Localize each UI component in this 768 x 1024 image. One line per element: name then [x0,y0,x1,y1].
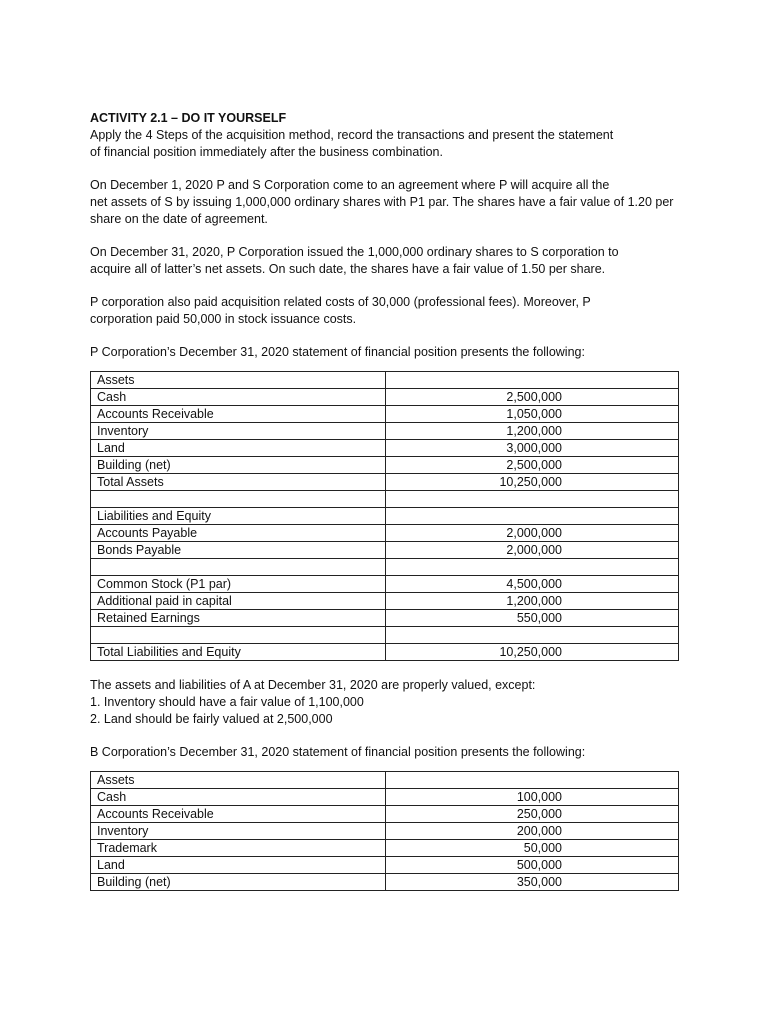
table-row [91,508,679,525]
table-row [91,644,679,661]
row-amount: 4,500,000 [386,576,679,593]
table-row [91,474,679,491]
row-label [91,491,386,508]
table-row [91,406,679,423]
table-row [91,789,679,806]
document-page [90,110,680,907]
p-statement-intro: P Corporation’s December 31, 2020 statement of financial position presents the following: [90,345,585,359]
paragraph-line: corporation paid 50,000 in stock issuance costs. [90,312,357,326]
row-label: Cash [91,789,386,806]
table-row [91,525,679,542]
row-amount: 2,500,000 [386,457,679,474]
row-label [91,627,386,644]
table-row [91,806,679,823]
row-amount: 1,200,000 [386,423,679,440]
row-label: Total Liabilities and Equity [91,644,386,661]
row-amount: 2,000,000 [386,525,679,542]
row-label: Assets [91,372,386,389]
row-amount: 500,000 [386,857,679,874]
table-row [91,576,679,593]
row-amount [386,508,679,525]
row-amount [386,627,679,644]
row-amount: 10,250,000 [386,644,679,661]
row-label: Building (net) [91,457,386,474]
row-amount: 100,000 [386,789,679,806]
row-label: Inventory [91,423,386,440]
row-label: Retained Earnings [91,610,386,627]
row-amount: 1,050,000 [386,406,679,423]
row-amount [386,559,679,576]
row-label: Bonds Payable [91,542,386,559]
row-label: Accounts Receivable [91,406,386,423]
b-statement-table [90,771,679,891]
row-label: Total Assets [91,474,386,491]
row-label: Building (net) [91,874,386,891]
paragraph-line: P corporation also paid acquisition related costs of 30,000 (professional fees). Moreover, P [90,295,591,309]
table-row [91,372,679,389]
row-label: Additional paid in capital [91,593,386,610]
table-row [91,874,679,891]
row-amount: 3,000,000 [386,440,679,457]
instruction-line: of financial position immediately after the business combination. [90,145,443,159]
row-label: Accounts Receivable [91,806,386,823]
adjustments-list [90,694,680,728]
row-label: Trademark [91,840,386,857]
row-label: Inventory [91,823,386,840]
adjustment-item: 2. Land should be fairly valued at 2,500,000 [90,712,333,726]
row-label: Land [91,440,386,457]
row-label: Cash [91,389,386,406]
row-label: Liabilities and Equity [91,508,386,525]
table-row [91,440,679,457]
paragraph-line: net assets of S by issuing 1,000,000 ordinary shares with P1 par. The shares have a fair value of 1.20 per [90,195,674,209]
p-statement-table [90,371,679,661]
row-label [91,559,386,576]
row-amount: 10,250,000 [386,474,679,491]
row-amount: 2,000,000 [386,542,679,559]
instruction-line: Apply the 4 Steps of the acquisition method, record the transactions and present the statement [90,128,614,142]
paragraph-costs [90,294,680,328]
paragraph-line: share on the date of agreement. [90,212,268,226]
paragraph-line: acquire all of latter’s net assets. On such date, the shares have a fair value of 1.50 per share. [90,262,606,276]
row-amount: 50,000 [386,840,679,857]
table-row [91,593,679,610]
paragraph-issuance [90,244,680,278]
row-label: Common Stock (P1 par) [91,576,386,593]
table-row [91,423,679,440]
table-row [91,610,679,627]
adjustment-item: 1. Inventory should have a fair value of 1,100,000 [90,695,364,709]
b-statement-intro: B Corporation’s December 31, 2020 statement of financial position presents the following: [90,745,586,759]
row-amount [386,372,679,389]
table-row [91,457,679,474]
table-row [91,559,679,576]
paragraph-line: On December 31, 2020, P Corporation issued the 1,000,000 ordinary shares to S corporation to [90,245,619,259]
paragraph-line: On December 1, 2020 P and S Corporation come to an agreement where P will acquire all the [90,178,610,192]
table-row [91,857,679,874]
table-row [91,389,679,406]
table-row [91,772,679,789]
row-amount [386,772,679,789]
row-label: Accounts Payable [91,525,386,542]
row-amount: 200,000 [386,823,679,840]
row-label: Assets [91,772,386,789]
row-amount: 550,000 [386,610,679,627]
row-amount: 350,000 [386,874,679,891]
table-row [91,491,679,508]
row-amount: 2,500,000 [386,389,679,406]
activity-instructions [90,127,680,161]
row-amount: 1,200,000 [386,593,679,610]
table-row [91,542,679,559]
row-amount [386,491,679,508]
adjustments-intro: The assets and liabilities of A at December 31, 2020 are properly valued, except: [90,678,536,692]
table-row [91,823,679,840]
row-label: Land [91,857,386,874]
paragraph-agreement [90,177,680,228]
table-row [91,627,679,644]
activity-title: ACTIVITY 2.1 – DO IT YOURSELF [90,111,287,125]
table-row [91,840,679,857]
row-amount: 250,000 [386,806,679,823]
